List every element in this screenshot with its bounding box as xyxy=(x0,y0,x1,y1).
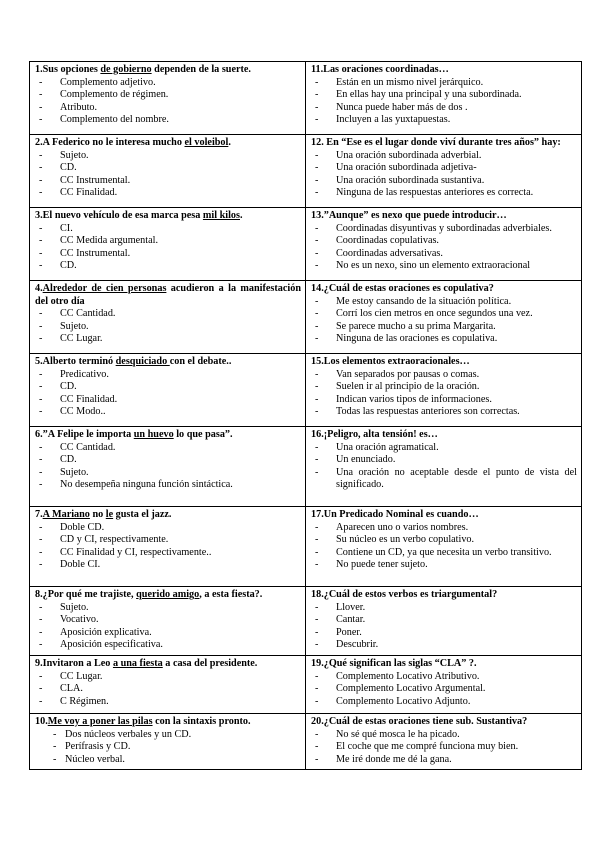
question-text-segment: Los elementos extraoracionales… xyxy=(323,356,470,367)
answer-option: - Una oración subordinada sustantiva. xyxy=(311,175,577,188)
answer-option: - Sujeto. xyxy=(35,150,301,163)
question-number: 9. xyxy=(35,657,43,669)
answer-options xyxy=(311,671,577,709)
question-cell-19 xyxy=(306,655,582,713)
question-cell-9 xyxy=(30,655,306,713)
answer-option: - CD. xyxy=(35,162,301,175)
question-row xyxy=(30,135,582,208)
answer-option: - CC Modo.. xyxy=(35,406,301,419)
answer-options xyxy=(311,296,577,346)
question-text-segment: Me voy a poner las pilas xyxy=(47,715,153,727)
question-cell-15 xyxy=(306,354,582,427)
answer-option: - Sujeto. xyxy=(35,321,301,334)
answer-option: - Complemento del nombre. xyxy=(35,114,301,127)
answer-option: - CC Cantidad. xyxy=(35,442,301,455)
answer-option: - No desempeña ninguna función sintáctica. xyxy=(35,479,301,492)
question-text-segment: ¿Cuál de estas oraciones tiene sub. Sustantiva? xyxy=(323,715,528,727)
question-number: 19. xyxy=(311,657,324,669)
question-number: 7. xyxy=(35,509,43,520)
answer-option: - En ellas hay una principal y una subordinada. xyxy=(311,89,577,102)
question-text-segment: A Mariano xyxy=(42,509,90,520)
question-number: 10. xyxy=(35,715,48,727)
question-number: 4. xyxy=(35,283,43,294)
question-text xyxy=(311,210,577,223)
question-text-segment: Alrededor de cien personas xyxy=(42,283,167,294)
answer-option: - Una oración subordinada adjetiva- xyxy=(311,162,577,175)
answer-option: - Ninguna de las oraciones es copulativa. xyxy=(311,333,577,346)
question-text xyxy=(35,210,301,223)
answer-option: - Vocativo. xyxy=(35,614,301,627)
answer-option: - CC Finalidad. xyxy=(35,394,301,407)
question-cell-5 xyxy=(30,354,306,427)
question-number: 1. xyxy=(35,64,43,75)
question-number: 14. xyxy=(311,283,324,294)
answer-options xyxy=(311,369,577,419)
answer-option: - Coordinadas adversativas. xyxy=(311,248,577,261)
answer-options xyxy=(311,729,577,767)
question-number: 16. xyxy=(311,429,324,440)
question-row xyxy=(30,507,582,587)
answer-option: - Una oración subordinada adverbial. xyxy=(311,150,577,163)
answer-option: - Suelen ir al principio de la oración. xyxy=(311,381,577,394)
answer-option: - CD. xyxy=(35,381,301,394)
answer-options xyxy=(35,442,301,492)
answer-option: - No sé qué mosca le ha picado. xyxy=(311,729,577,742)
answer-option: - Su núcleo es un verbo copulativo. xyxy=(311,534,577,547)
question-text-segment: querido amigo xyxy=(136,589,200,600)
answer-options xyxy=(35,77,301,127)
question-number: 3. xyxy=(35,210,43,221)
answer-option: - Complemento de régimen. xyxy=(35,89,301,102)
question-cell-13 xyxy=(306,208,582,281)
question-cell-7 xyxy=(30,507,306,587)
question-text-segment: Las oraciones coordinadas… xyxy=(323,64,449,75)
answer-option: - Nunca puede haber más de dos . xyxy=(311,102,577,115)
answer-option: - El coche que me compré funciona muy bien. xyxy=(311,741,577,754)
answer-option: - Contiene un CD, ya que necesita un verbo transitivo. xyxy=(311,547,577,560)
question-text xyxy=(35,137,301,150)
answer-option: - Me estoy cansando de la situación política. xyxy=(311,296,577,309)
answer-option: - CLA. xyxy=(35,683,301,696)
answer-option: - CI. xyxy=(35,223,301,236)
answer-option: - CC Lugar. xyxy=(35,333,301,346)
question-text xyxy=(35,589,301,602)
answer-option: - Complemento Locativo Atributivo. xyxy=(311,671,577,684)
answer-options xyxy=(311,442,577,492)
answer-options xyxy=(35,308,301,346)
question-row xyxy=(30,208,582,281)
question-row xyxy=(30,281,582,354)
questions-table-body xyxy=(30,62,582,770)
question-text-segment: el voleibol xyxy=(184,137,229,148)
question-text xyxy=(311,64,577,77)
answer-option: - CC Instrumental. xyxy=(35,248,301,261)
question-text-segment: gusta el jazz. xyxy=(113,509,172,520)
question-number: 20. xyxy=(311,715,324,727)
question-cell-3 xyxy=(30,208,306,281)
question-text xyxy=(311,589,577,602)
answer-option: - Indican varios tipos de informaciones. xyxy=(311,394,577,407)
answer-option: - Coordinadas disyuntivas y subordinadas adverbiales. xyxy=(311,223,577,236)
answer-option: - Corrí los cien metros en once segundos una vez. xyxy=(311,308,577,321)
question-text xyxy=(35,429,301,442)
question-cell-11 xyxy=(306,62,582,135)
question-text-segment: ¿Cuál de estas oraciones es copulativa? xyxy=(323,283,494,294)
question-number: 11. xyxy=(311,64,324,75)
answer-option: - Sujeto. xyxy=(35,467,301,480)
question-text-segment: le xyxy=(105,509,114,520)
answer-option: - Complemento Locativo Argumental. xyxy=(311,683,577,696)
question-cell-6 xyxy=(30,427,306,507)
answer-option: - Ninguna de las respuestas anteriores es correcta. xyxy=(311,187,577,200)
answer-option: - CD y CI, respectivamente. xyxy=(35,534,301,547)
answer-option: - Sujeto. xyxy=(35,602,301,615)
question-text-segment: acudieron a la manifestación del otro día xyxy=(35,283,301,307)
answer-option: - Se parece mucho a su prima Margarita. xyxy=(311,321,577,334)
question-cell-2 xyxy=(30,135,306,208)
answer-option: - Incluyen a las yuxtapuestas. xyxy=(311,114,577,127)
question-text-segment: ¡Peligro, alta tensión! es… xyxy=(323,429,438,440)
question-number: 6. xyxy=(35,429,43,440)
question-text-segment: El nuevo vehículo de esa marca pesa xyxy=(42,210,203,221)
question-cell-1 xyxy=(30,62,306,135)
answer-option: - CD. xyxy=(35,260,301,273)
question-text-segment: a una fiesta xyxy=(112,657,163,669)
question-text-segment: ”Aunque” es nexo que puede introducir… xyxy=(323,210,507,221)
question-text-segment: Alberto terminó xyxy=(42,356,116,367)
answer-options xyxy=(35,150,301,200)
answer-option: - Cantar. xyxy=(311,614,577,627)
question-cell-17 xyxy=(306,507,582,587)
question-cell-14 xyxy=(306,281,582,354)
question-text-segment: con el debate.. xyxy=(169,356,232,367)
answer-options xyxy=(311,77,577,127)
question-text xyxy=(311,283,577,296)
answer-option: - Complemento Locativo Adjunto. xyxy=(311,696,577,709)
quiz-sheet xyxy=(29,61,577,800)
answer-option: - Poner. xyxy=(311,627,577,640)
answer-option: - Todas las respuestas anteriores son correctas. xyxy=(311,406,577,419)
answer-options xyxy=(35,223,301,273)
question-text xyxy=(35,658,301,671)
questions-table xyxy=(29,61,582,770)
answer-options xyxy=(311,602,577,652)
answer-options xyxy=(35,522,301,572)
question-number: 5. xyxy=(35,356,43,367)
answer-option: - CC Instrumental. xyxy=(35,175,301,188)
question-text-segment: Un Predicado Nominal es cuando… xyxy=(323,509,479,520)
question-row xyxy=(30,427,582,507)
question-text-segment: un huevo xyxy=(133,429,174,440)
answer-options xyxy=(35,729,301,767)
question-text-segment: A Federico no le interesa mucho xyxy=(42,137,185,148)
answer-option: - No es un nexo, sino un elemento extraoracional xyxy=(311,260,577,273)
question-text-segment: lo que pasa”. xyxy=(173,429,233,440)
question-text-segment: a casa del presidente. xyxy=(162,657,258,669)
question-text-segment: . xyxy=(240,210,243,221)
question-cell-10 xyxy=(30,713,306,769)
question-text xyxy=(311,356,577,369)
question-text xyxy=(35,283,301,308)
question-text-segment: dependen de la suerte. xyxy=(151,64,251,75)
question-number: 18. xyxy=(311,589,324,600)
answer-option: - CC Finalidad y CI, respectivamente.. xyxy=(35,547,301,560)
question-text-segment: con la sintaxis pronto. xyxy=(152,715,251,727)
question-row xyxy=(30,62,582,135)
question-number: 12. xyxy=(311,137,327,148)
answer-option: - Predicativo. xyxy=(35,369,301,382)
question-text-segment: ¿Cuál de estos verbos es triargumental? xyxy=(323,589,498,600)
answer-option: - Un enunciado. xyxy=(311,454,577,467)
question-text-segment: no xyxy=(89,509,106,520)
answer-option: - Aparecen uno o varios nombres. xyxy=(311,522,577,535)
question-text xyxy=(35,509,301,522)
answer-options xyxy=(311,522,577,572)
question-text-segment: mil kilos xyxy=(202,210,240,221)
answer-option: - Me iré donde me dé la gana. xyxy=(311,754,577,767)
question-row xyxy=(30,713,582,769)
answer-option: - C Régimen. xyxy=(35,696,301,709)
answer-option: - Doble CI. xyxy=(35,559,301,572)
answer-option: - Doble CD. xyxy=(35,522,301,535)
answer-options xyxy=(35,369,301,419)
answer-option: - Una oración no aceptable desde el punto de vista del significado. xyxy=(311,467,577,492)
question-number: 15. xyxy=(311,356,324,367)
question-text-segment: . xyxy=(228,137,231,148)
question-text-segment: desquiciado xyxy=(115,356,170,367)
answer-options xyxy=(35,602,301,652)
question-number: 17. xyxy=(311,509,324,520)
answer-option: - Descubrir. xyxy=(311,639,577,652)
answer-option: - Complemento adjetivo. xyxy=(35,77,301,90)
question-text xyxy=(311,658,577,671)
answer-option: - Están en un mismo nivel jerárquico. xyxy=(311,77,577,90)
question-cell-8 xyxy=(30,587,306,656)
question-cell-4 xyxy=(30,281,306,354)
answer-option: - CC Finalidad. xyxy=(35,187,301,200)
answer-options xyxy=(311,223,577,273)
question-cell-12 xyxy=(306,135,582,208)
question-text xyxy=(311,429,577,442)
answer-option: - Núcleo verbal. xyxy=(35,754,301,767)
answer-option: - Aposición especificativa. xyxy=(35,639,301,652)
question-text xyxy=(35,356,301,369)
question-text xyxy=(35,64,301,77)
question-text-segment: En “Ese es el lugar donde viví durante tres años” hay: xyxy=(326,137,561,148)
answer-option: - Coordinadas copulativas. xyxy=(311,235,577,248)
answer-option: - Perífrasis y CD. xyxy=(35,741,301,754)
answer-option: - Atributo. xyxy=(35,102,301,115)
question-number: 13. xyxy=(311,210,324,221)
answer-option: - CD. xyxy=(35,454,301,467)
answer-option: - Llover. xyxy=(311,602,577,615)
question-text-segment: ¿Por qué me trajiste, xyxy=(42,589,137,600)
question-text xyxy=(311,509,577,522)
answer-option: - Dos núcleos verbales y un CD. xyxy=(35,729,301,742)
question-text-segment: de gobierno xyxy=(100,64,152,75)
question-text-segment: Sus opciones xyxy=(42,64,101,75)
question-text-segment: ”A Felipe le importa xyxy=(42,429,134,440)
question-row xyxy=(30,354,582,427)
answer-option: - CC Lugar. xyxy=(35,671,301,684)
answer-option: - Una oración agramatical. xyxy=(311,442,577,455)
question-row xyxy=(30,587,582,656)
question-text xyxy=(311,137,577,150)
question-number: 2. xyxy=(35,137,43,148)
answer-option: - CC Medida argumental. xyxy=(35,235,301,248)
answer-option: - No puede tener sujeto. xyxy=(311,559,577,572)
answer-options xyxy=(311,150,577,200)
question-cell-20 xyxy=(306,713,582,769)
question-text xyxy=(35,716,301,729)
answer-option: - Van separados por pausas o comas. xyxy=(311,369,577,382)
question-text-segment: ¿Qué significan las siglas “CLA” ?. xyxy=(323,657,477,669)
answer-option: - Aposición explicativa. xyxy=(35,627,301,640)
answer-options xyxy=(35,671,301,709)
question-row xyxy=(30,655,582,713)
question-cell-16 xyxy=(306,427,582,507)
question-text-segment: , a esta fiesta?. xyxy=(199,589,263,600)
answer-option: - CC Cantidad. xyxy=(35,308,301,321)
question-text xyxy=(311,716,577,729)
question-text-segment: Invitaron a Leo xyxy=(42,657,113,669)
question-number: 8. xyxy=(35,589,43,600)
question-cell-18 xyxy=(306,587,582,656)
